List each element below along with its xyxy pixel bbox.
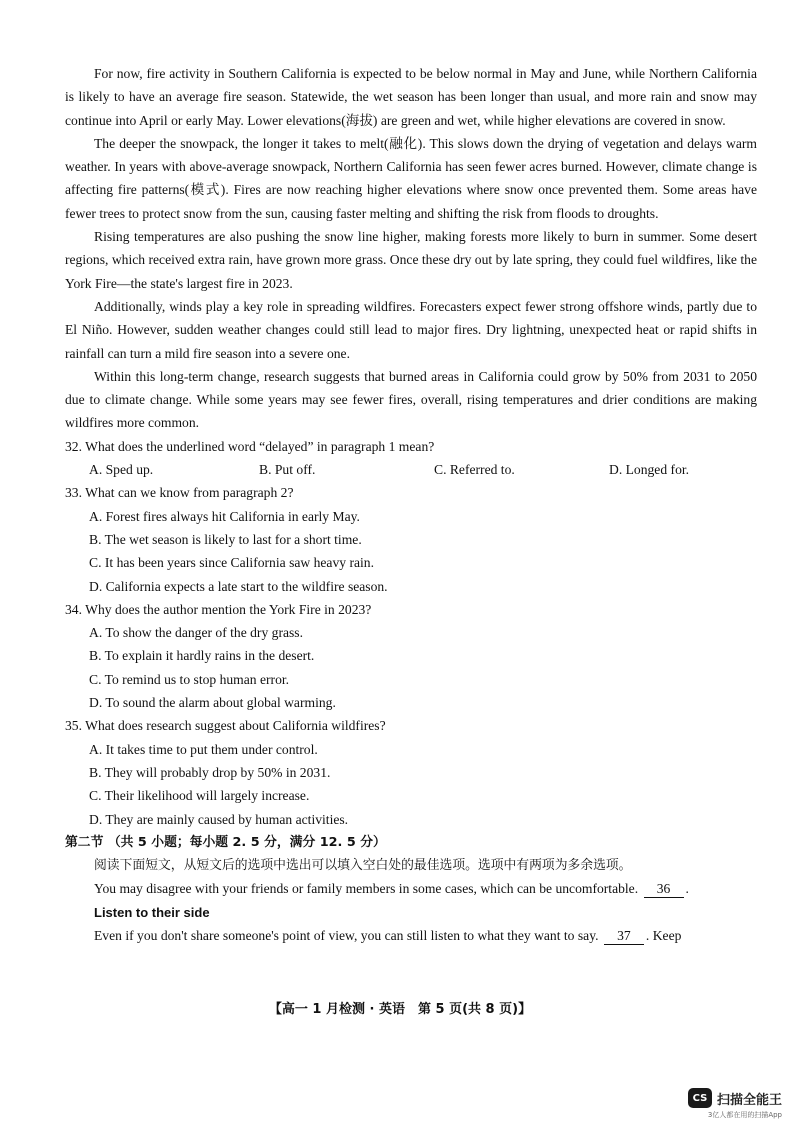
question-32-stem: 32. What does the underlined word “delayed” in paragraph 1 mean? — [65, 438, 435, 454]
section-2-title: 第二节 — [65, 834, 104, 850]
section-2-instruction: 阅读下面短文，从短文后的选项中选出可以填入空白处的最佳选项。选项中有两项为多余选项。 — [94, 858, 632, 874]
page-content — [65, 62, 757, 947]
option-b: B. They will probably drop by 50% in 2031. — [89, 764, 331, 780]
blank-36: 36 — [644, 880, 684, 898]
option-c: C. Their likelihood will largely increase. — [89, 788, 310, 804]
cloze-subheading: Listen to their side — [94, 904, 210, 920]
camscanner-logo-icon: CS — [688, 1088, 712, 1108]
option-a: A. To show the danger of the dry grass. — [89, 625, 303, 641]
section-2-heading — [65, 831, 757, 854]
question-33-stem: 33. What can we know from paragraph 2? — [65, 485, 294, 501]
option-a: A. Sped up. — [89, 462, 154, 478]
option-c: C. Referred to. — [434, 462, 515, 478]
question-34-stem: 34. Why does the author mention the York Fire in 2023? — [65, 601, 372, 617]
blank-37: 37 — [604, 927, 644, 945]
option-d: D. California expects a late start to the wildfire season. — [89, 578, 388, 594]
option-a: A. It takes time to put them under control. — [89, 741, 318, 757]
option-a: A. Forest fires always hit California in early May. — [89, 508, 360, 524]
scanner-brand-tagline: 3亿人都在用的扫描App — [707, 1111, 782, 1119]
option-c: C. To remind us to stop human error. — [89, 671, 290, 687]
passage-paragraph-3: Rising temperatures are also pushing the snow line higher, making forests more likely to burn in summer. Some desert regions, which received extra rain, have grown more grass. Once these dry out by late spring, they could fuel wildfires, like the York Fire—the state's largest fire in 2023. — [65, 229, 757, 291]
question-34 — [65, 598, 757, 714]
passage-paragraph-1: For now, fire activity in Southern California is expected to be below normal in May and June, while Northern California is likely to have an average fire season. Statewide, the wet season has been longer than usual, and more rain and snow may continue into April or early May. Lower elevations(海拔) are green and wet, while higher elevations are covered in snow. — [65, 66, 757, 128]
cloze-text-1: You may disagree with your friends or family members in some cases, which can be uncomfortable. — [94, 881, 639, 897]
scanner-watermark — [688, 1088, 782, 1120]
cloze-text-2: Even if you don't share someone's point of view, you can still listen to what they want to say. — [94, 927, 599, 943]
question-35 — [65, 714, 757, 830]
question-32-options — [65, 458, 757, 481]
option-d: D. They are mainly caused by human activities. — [89, 811, 349, 827]
question-35-stem: 35. What does research suggest about California wildfires? — [65, 718, 386, 734]
option-b: B. To explain it hardly rains in the desert. — [89, 648, 315, 664]
option-b: B. Put off. — [259, 462, 316, 478]
question-32 — [65, 435, 757, 482]
option-d: D. To sound the alarm about global warming. — [89, 695, 336, 711]
option-b: B. The wet season is likely to last for a short time. — [89, 531, 362, 547]
scanner-brand-name: 扫描全能王 — [716, 1092, 782, 1108]
page-footer: 【高一 1 月检测 · 英语 第 5 页(共 8 页)】 — [268, 1002, 532, 1017]
question-33 — [65, 481, 757, 597]
option-c: C. It has been years since California saw heavy rain. — [89, 555, 374, 571]
section-2-scoring-note: （共 5 小题；每小题 2. 5 分，满分 12. 5 分） — [107, 834, 386, 850]
cloze-text-2-tail: . Keep — [645, 927, 682, 943]
option-d: D. Longed for. — [609, 462, 690, 478]
passage-paragraph-5: Within this long-term change, research suggests that burned areas in California could grow by 50% from 2031 to 2050 due to climate change. While some years may see fewer fires, overall, rising temperatures and drier conditions are making wildfires more common. — [65, 368, 757, 431]
passage-paragraph-2: The deeper the snowpack, the longer it takes to melt(融化). This slows down the drying of vegetation and delays warm weather. In years with above-average snowpack, Northern California has seen fewer acres burned. However, climate change is affecting fire patterns(模式). Fires are now reaching higher elevations where snow once prevented them. Some areas have fewer trees to protect snow from the sun, causing faster melting and shifting the risk from floods to droughts. — [65, 135, 757, 221]
cloze-line-2 — [65, 924, 757, 947]
scanner-brand-row — [688, 1088, 782, 1108]
passage-paragraph-4: Additionally, winds play a key role in spreading wildfires. Forecasters expect fewer strong offshore winds, partly due to El Niño. However, sudden weather changes could still lead to major fires. Dry lightning, unexpected heat or rapid shifts in rainfall can turn a mild fire season into a severe one. — [65, 298, 757, 361]
cloze-line-1: You may disagree with your friends or family members in some cases, which can be uncomfortable. 36 . — [94, 881, 689, 897]
